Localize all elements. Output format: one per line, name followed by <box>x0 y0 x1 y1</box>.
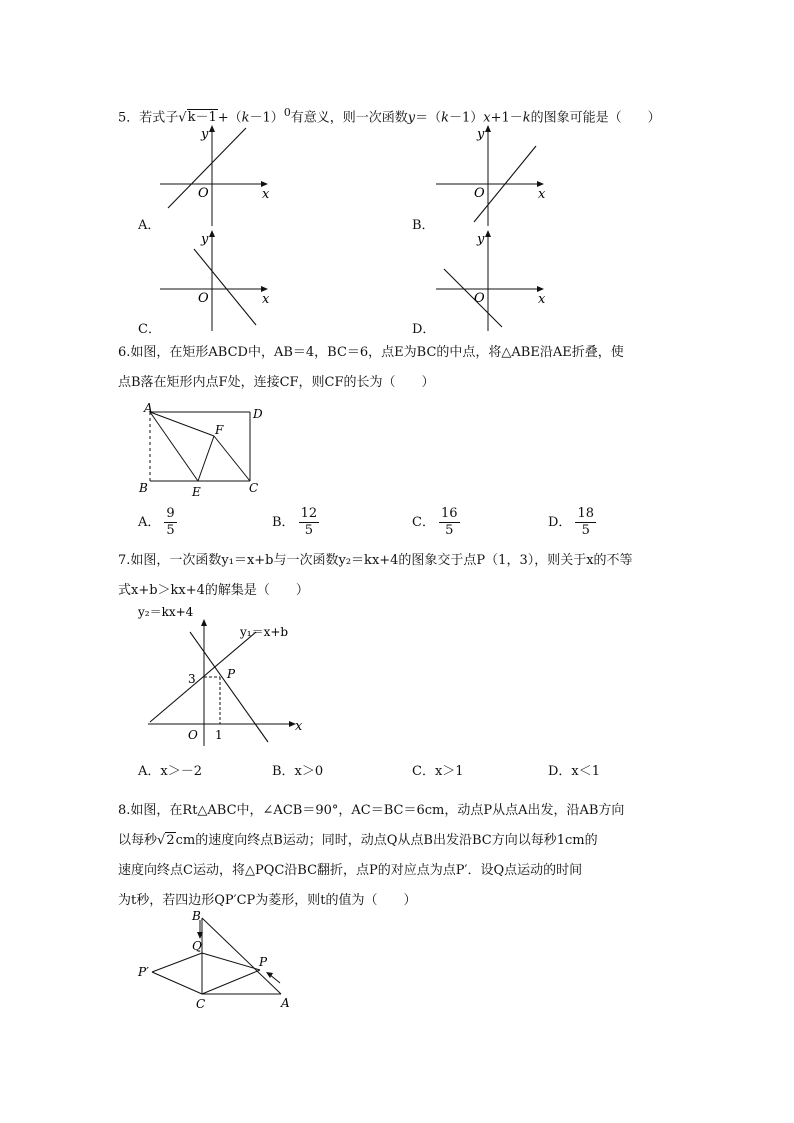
svg-text:x: x <box>538 292 546 307</box>
svg-text:x: x <box>295 719 303 734</box>
svg-text:O: O <box>474 186 485 201</box>
svg-text:3: 3 <box>188 672 196 686</box>
q8-stem-line2: 以每秒√2cm的速度向终点B运动；同时，动点Q从点B出发沿BC方向以每秒1cm的 <box>118 833 598 848</box>
svg-text:F: F <box>215 423 224 437</box>
q6-option-d[interactable]: D． $\frac{18}{5}$ <box>548 506 594 538</box>
svg-text:E: E <box>192 485 201 499</box>
q5-option-b[interactable]: B． <box>412 218 435 233</box>
svg-text:1: 1 <box>215 728 223 742</box>
svg-text:B: B <box>192 909 201 923</box>
q5-graph-d <box>436 227 551 332</box>
svg-text:y₁＝x+b: y₁＝x+b <box>240 625 289 639</box>
q5-option-d[interactable]: D． <box>412 322 436 337</box>
svg-text:y: y <box>477 232 485 247</box>
svg-text:O: O <box>198 186 209 201</box>
q8-triangle-figure <box>136 910 306 1010</box>
svg-text:P: P <box>259 955 268 969</box>
q7-graph <box>138 602 313 747</box>
q8-stem-line4: 为t秒，若四边形QP′CP为菱形，则t的值为（ ） <box>118 893 417 908</box>
q5-graph-c <box>160 227 275 332</box>
svg-text:A: A <box>144 401 153 415</box>
svg-text:y₂＝kx+4: y₂＝kx+4 <box>138 605 194 619</box>
q6-stem-line1: 6.如图，在矩形ABCD中，AB＝4，BC＝6，点E为BC的中点，将△ABE沿AE折叠，使 <box>118 345 624 360</box>
q5-graph-b <box>436 122 551 227</box>
svg-text:y: y <box>201 127 209 142</box>
svg-text:O: O <box>474 291 485 306</box>
q7-stem-line1: 7.如图，一次函数y₁＝x+b与一次函数y₂＝kx+4的图象交于点P（1，3），则关于x的不等 <box>118 553 633 568</box>
svg-text:A: A <box>281 996 290 1010</box>
q6-rectangle-figure <box>136 400 276 500</box>
q7-option-c[interactable]: C．x＞1 <box>412 764 464 779</box>
svg-text:O: O <box>198 291 209 306</box>
q5-graph-a <box>160 122 275 227</box>
svg-text:x: x <box>262 292 270 307</box>
svg-text:Q: Q <box>192 939 202 953</box>
svg-text:B: B <box>139 481 148 495</box>
q7-option-d[interactable]: D．x＜1 <box>548 764 601 779</box>
q7-option-a[interactable]: A．x＞－2 <box>138 764 202 779</box>
q7-option-b[interactable]: B．x＞0 <box>272 764 324 779</box>
q6-stem-line2: 点B落在矩形内点F处，连接CF，则CF的长为（ ） <box>118 375 435 390</box>
q5-option-a[interactable]: A． <box>138 218 161 233</box>
svg-text:x: x <box>538 187 546 202</box>
q8-stem-line1: 8.如图，在Rt△ABC中，∠ACB＝90°，AC＝BC＝6cm，动点P从点A出发，沿AB方向 <box>118 803 625 818</box>
q6-option-a[interactable]: A． $\frac{9}{5}$ <box>138 506 175 538</box>
svg-text:P: P <box>227 667 236 681</box>
svg-text:D: D <box>253 407 263 421</box>
svg-text:C: C <box>196 997 206 1011</box>
q5-option-c[interactable]: C． <box>138 322 161 337</box>
q7-stem-line2: 式x+b＞kx+4的解集是（ ） <box>118 583 309 598</box>
svg-text:y: y <box>477 127 485 142</box>
svg-text:x: x <box>262 187 270 202</box>
svg-text:P′: P′ <box>138 965 149 979</box>
svg-text:O: O <box>188 728 198 742</box>
svg-text:y: y <box>201 232 209 247</box>
svg-text:C: C <box>249 481 259 495</box>
q5-stem: 5．若式子$√k-1+(k-1)^0$有意义，则一次函数y＝（k－1）x+1－k的图象可能是（ ） <box>118 106 661 126</box>
q6-option-b[interactable]: B． $\frac{12}{5}$ <box>272 506 318 538</box>
q6-option-c[interactable]: C． $\frac{16}{5}$ <box>412 506 458 538</box>
q8-stem-line3: 速度向终点C运动，将△PQC沿BC翻折，点P的对应点为点P′．设Q点运动的时间 <box>118 863 583 878</box>
